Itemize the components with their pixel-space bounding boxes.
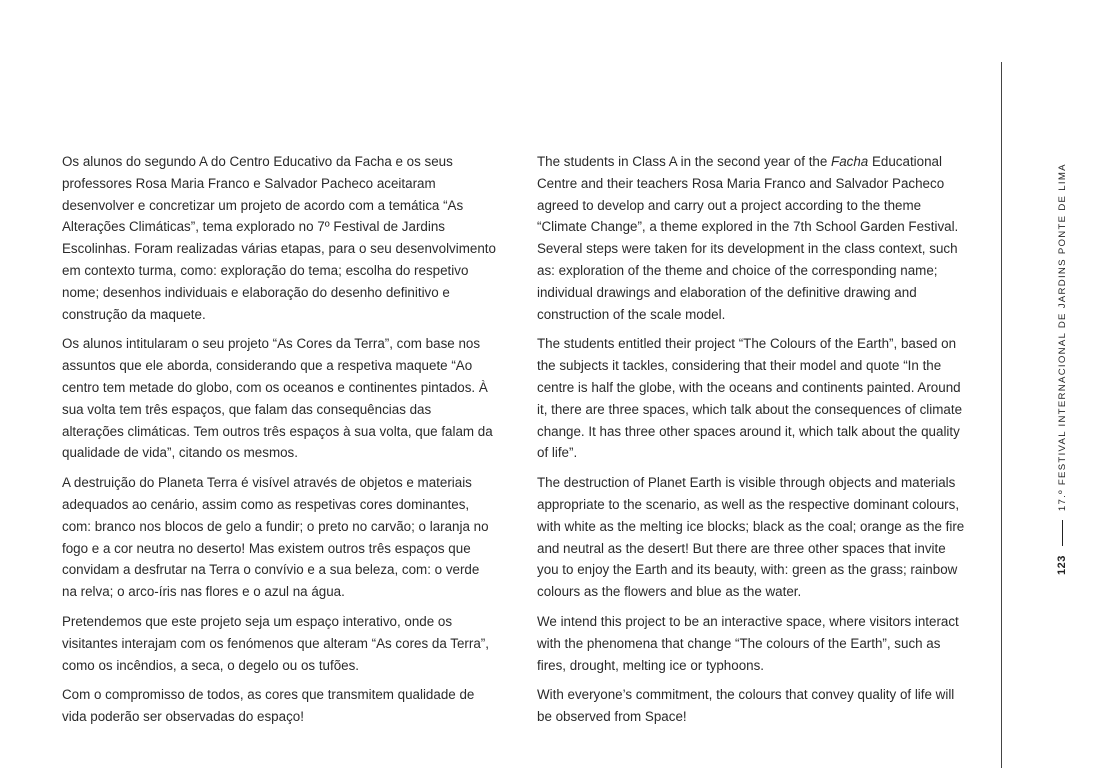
running-footer [1056,163,1068,575]
pt-paragraph-1: Os alunos do segundo A do Centro Educativo da Facha e os seus professores Rosa Maria Franco e Salvador Pacheco aceitaram desenvolver e concretizar um projeto de acordo com a temática “As Alterações Climáticas”, tema explorado no 7º Festival de Jardins Escolinhas. Foram realizadas várias etapas, para o seu desenvolvimento em contexto turma, como: exploração do tema; escolha do respetivo nome; desenhos individuais e elaboração do desenho definitivo e construção da maquete. [62,154,496,322]
running-title: 17.º FESTIVAL INTERNACIONAL DE JARDINS PONTE DE LIMA [1056,163,1068,512]
en-p1-rest: Educational Centre and their teachers Rosa Maria Franco and Salvador Pacheco agreed to develop and carry out a project according to the theme “Climate Change”, a theme explored in the 7th School Garden Festival. Several steps were taken for its development in the class context, such as: exploration of the theme and choice of the corresponding name; individual drawings and elaboration of the definitive drawing and construction of the scale model. [537,154,959,322]
pt-paragraph-4: Pretendemos que este projeto seja um espaço interativo, onde os visitantes interajam com os fenómenos que alteram “As cores da Terra”, como os incêndios, a seca, o degelo ou os tufões. [62,613,489,673]
en-paragraph-5: With everyone’s commitment, the colours that convey quality of life will be observed from Space! [537,687,955,725]
en-paragraph-4: We intend this project to be an interactive space, where visitors interact with the phenomena that change “The colours of the Earth”, such as fires, drought, melting ice or typhoons. [537,613,959,673]
en-p1-lead: The students in Class A in the second year of the [537,154,832,169]
en-paragraph-1 [537,151,970,325]
page-number: 123 [1056,555,1068,575]
en-p1-facha: Facha [831,154,869,169]
pt-paragraph-2: Os alunos intitularam o seu projeto “As Cores da Terra”, com base nos assuntos que ele aborda, considerando que a respetiva maquete “Ao centro tem metade do globo, com os oceanos e continentes pintados. À sua volta tem três espaços, que falam das consequências das alterações climáticas. Tem outros três espaços à sua volta, que falam da qualidade de vida”, citando os mesmos. [62,336,493,461]
pt-paragraph-5: Com o compromisso de todos, as cores que transmitem qualidade de vida poderão ser observadas do espaço! [62,687,475,725]
pt-paragraph-3: A destruição do Planeta Terra é visível através de objetos e materiais adequados ao cenário, assim como as respetivas cores dominantes, com: branco nos blocos de gelo a fundir; o preto no carvão; o laranja no fogo e a cor neutra no deserto! Mas existem outros três espaços que convidam a desfrutar na Terra o convívio e a sua beleza, com: o verde na relva; o arco-íris nas flores e o azul na água. [62,475,489,600]
margin-rule [1001,62,1002,768]
en-paragraph-2: The students entitled their project “The Colours of the Earth”, based on the subjects it tackles, considering that their model and quote “In the centre is half the globe, with the oceans and continents painted. Around it, there are three spaces, which talk about the consequences of climate change. It has three other spaces around it, which talk about the quality of life”. [537,336,963,461]
footer-dash [1062,520,1063,546]
english-column [537,151,970,736]
en-paragraph-3: The destruction of Planet Earth is visible through objects and materials appropriate to the scenario, as well as the respective dominant colours, with white as the melting ice blocks; black as the coal; orange as the fire and neutral as the desert! But there are three other spaces that invite you to enjoy the Earth and its beauty, with: green as the grass; rainbow colours as the flowers and blue as the water. [537,475,965,600]
portuguese-column [62,151,496,736]
